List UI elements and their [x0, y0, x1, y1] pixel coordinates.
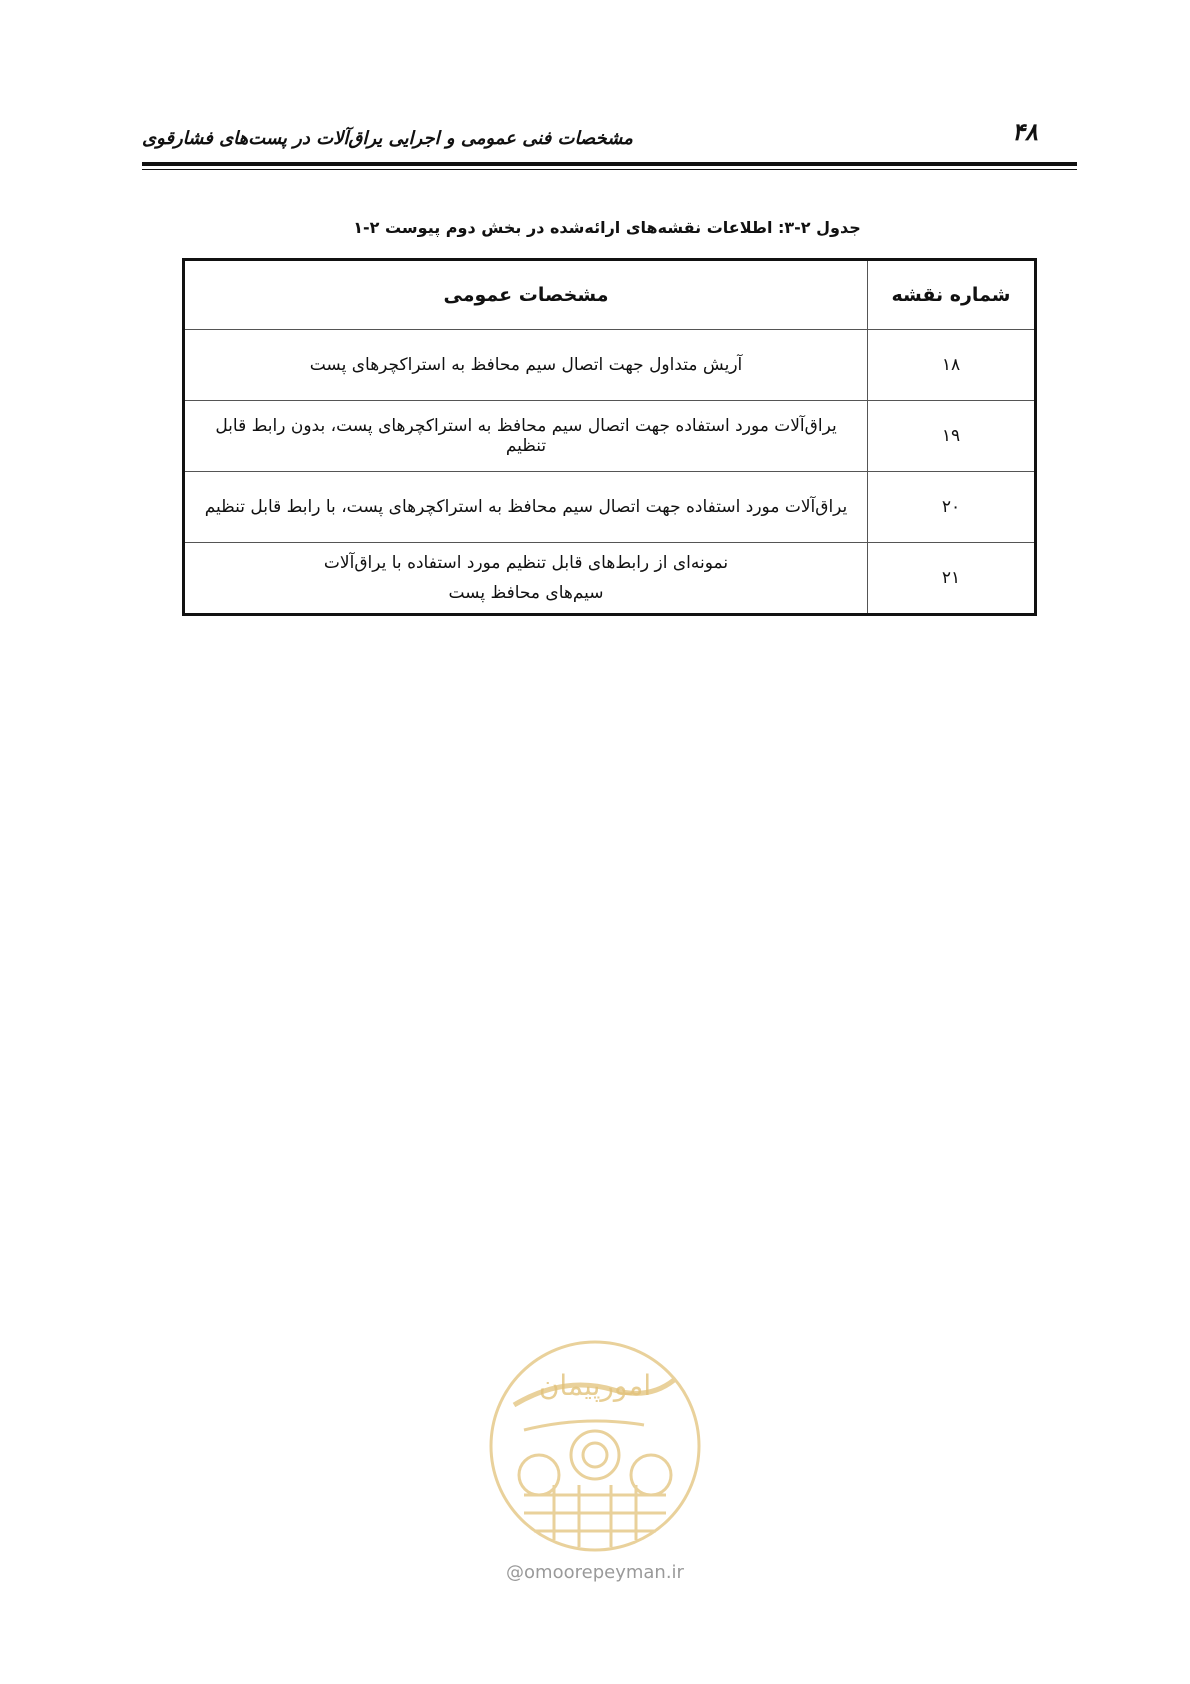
drawing-number: ۲۰ [868, 472, 1036, 543]
drawing-number: ۱۸ [868, 330, 1036, 401]
drawing-description: یراق‌آلات مورد استفاده جهت اتصال سیم محافظ به استراکچرهای پست، با رابط قابل تنظیم [184, 472, 868, 543]
table-row [184, 330, 1036, 401]
drawing-description [184, 543, 868, 615]
running-title: مشخصات فنی عمومی و اجرایی یراق‌آلات در پست‌های فشارقوی [142, 128, 633, 149]
watermark-logo-text: امورپیمان [538, 1369, 652, 1402]
header-rule-thick [142, 162, 1077, 166]
drawings-table [182, 258, 1037, 616]
drawing-number: ۱۹ [868, 401, 1036, 472]
watermark-logo [484, 1335, 706, 1557]
page-number: ۴۸ [1012, 118, 1038, 146]
description-line-1: نمونه‌ای از رابط‌های قابل تنظیم مورد استفاده با یراق‌آلات [323, 553, 729, 573]
table-row [184, 401, 1036, 472]
watermark-url: @omoorepeyman.ir [506, 1562, 684, 1583]
header-drawing-number: شماره نقشه [868, 260, 1036, 330]
table-caption: جدول ۲-۳: اطلاعات نقشه‌های ارائه‌شده در بخش دوم پیوست ۲-۱ [353, 218, 861, 237]
header-general-specs: مشخصات عمومی [184, 260, 868, 330]
table-row [184, 472, 1036, 543]
header-rule-thin [142, 169, 1077, 170]
table-header-row [184, 260, 1036, 330]
drawing-description: یراق‌آلات مورد استفاده جهت اتصال سیم محافظ به استراکچرهای پست، بدون رابط قابل تنظیم [184, 401, 868, 472]
table-row [184, 543, 1036, 615]
page-header [142, 118, 1077, 162]
drawing-description: آریش متداول جهت اتصال سیم محافظ به استراکچرهای پست [184, 330, 868, 401]
drawing-number: ۲۱ [868, 543, 1036, 615]
description-line-2: سیم‌های محافظ پست [448, 583, 604, 603]
